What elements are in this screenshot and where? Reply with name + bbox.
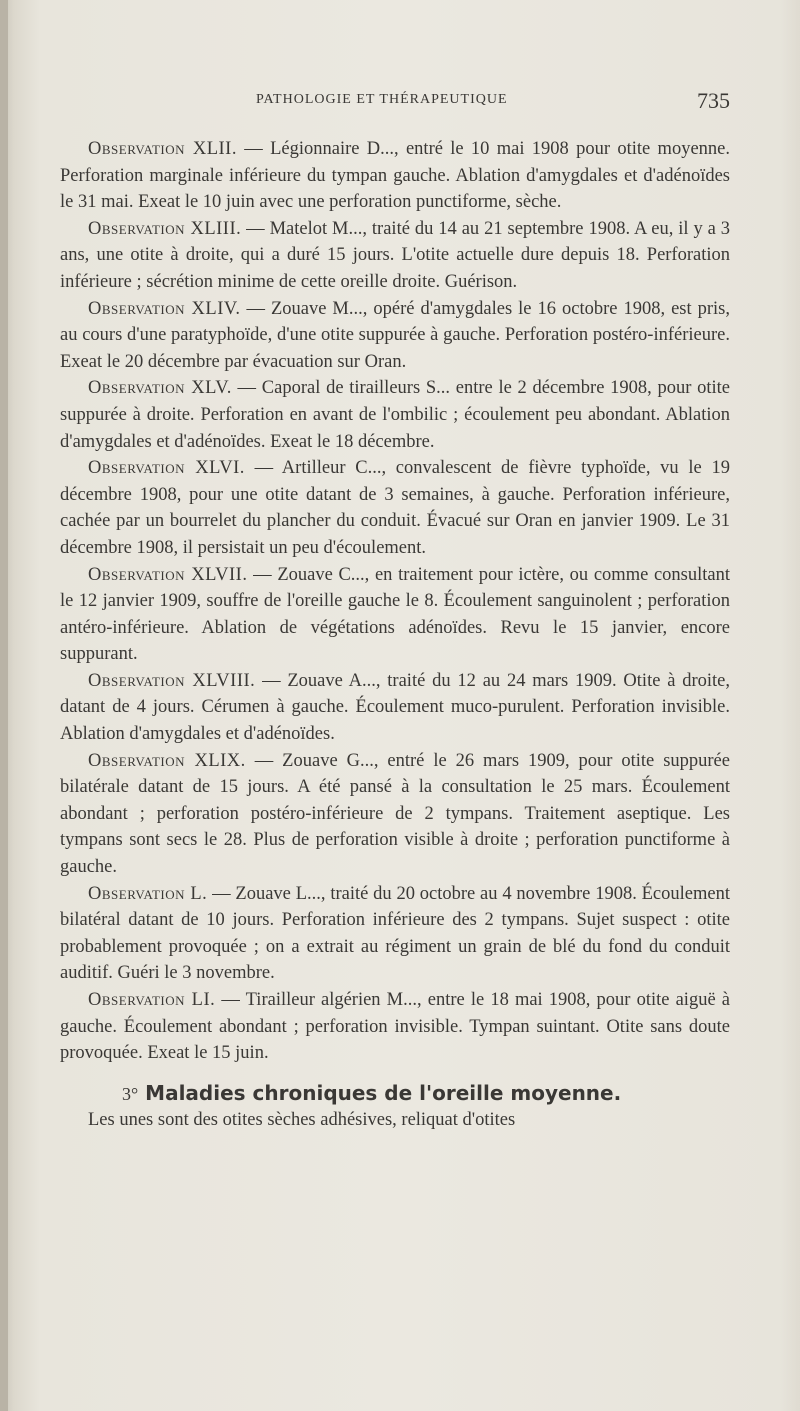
observation-label: Observation L. (88, 883, 208, 904)
observation-label: Observation XLII. (88, 139, 237, 159)
observation-paragraph (60, 375, 730, 455)
observation-paragraph (60, 136, 730, 216)
observation-paragraph (60, 881, 730, 987)
body-text (60, 136, 730, 1133)
observation-text: — Matelot M..., traité du 14 au 21 septembre 1908. A eu, il y a 3 ans, une otite à droite, qui a duré 15 jours. L'otite actuelle dure depuis 18. Perforation inférieure ; sécrétion minime de cette oreille droite. Guérison. (60, 218, 730, 292)
observation-text: — Artilleur C..., convalescent de fièvre typhoïde, vu le 19 décembre 1908, pour une otite datant de 3 semaines, à gauche. Perforation inférieure, cachée par un bourrelet du plancher du conduit. Évacué sur Oran en janvier 1909. Le 31 décembre 1908, il persistait un peu d'écoulement. (60, 458, 730, 558)
observation-paragraph (60, 296, 730, 376)
observation-label: Observation LI. (88, 990, 216, 1010)
observation-text: — Légionnaire D..., entré le 10 mai 1908 pour otite moyenne. Perforation marginale inférieure du tympan gauche. Ablation d'amygdales et d'adénoïdes le 31 mai. Exeat le 10 juin avec une perforation punctiforme, sèche. (60, 139, 730, 213)
observation-text: — Zouave G..., entré le 26 mars 1909, pour otite suppurée bilatérale datant de 15 jours. A été pansé à la consultation le 25 mars. Écoulement abondant ; perforation postéro-inférieure de 2 tympans. Traitement aseptique. Les tympans sont secs le 28. Plus de perforation visible à droite ; perforation punctiforme à gauche. (60, 750, 730, 878)
observation-label: Observation XLVII. (88, 564, 248, 585)
observation-text: — Tirailleur algérien M..., entre le 18 mai 1908, pour otite aiguë à gauche. Écoulement abondant ; perforation invisible. Tympan suintant. Otite sans doute provoquée. Exeat le 15 juin. (60, 990, 730, 1064)
observation-text: — Zouave L..., traité du 20 octobre au 4 novembre 1908. Écoulement bilatéral datant de 10 jours. Perforation inférieure des 2 tympans. Sujet suspect : otite probablement provoquée ; on a extrait au régiment un grain de blé du fond du conduit auditif. Guéri le 3 novembre. (60, 883, 730, 984)
running-title: PATHOLOGIE ET THÉRAPEUTIQUE (256, 92, 508, 107)
page-number: 735 (697, 88, 730, 113)
observation-text: — Zouave C..., en traitement pour ictère, ou comme consultant le 12 janvier 1909, souffre de l'oreille gauche le 8. Écoulement sanguinolent ; perforation antéro-inférieure. Ablation de végétations adénoïdes. Revu le 15 janvier, encore suppurant. (60, 564, 731, 665)
observation-label: Observation XLIV. (88, 298, 241, 319)
observation-text: — Caporal de tirailleurs S... entre le 2 décembre 1908, pour otite suppurée à droite. Perforation en avant de l'ombilic ; écoulement peu abondant. Ablation d'amygdales et d'adénoïdes. Exeat le 18 décembre. (60, 378, 730, 452)
observation-text: — Zouave M..., opéré d'amygdales le 16 octobre 1908, est pris, au cours d'une paratyphoïde, d'une otite suppurée à gauche. Perforation postéro-inférieure. Exeat le 20 décembre par évacuation sur Oran. (60, 298, 731, 372)
observation-paragraph (60, 668, 730, 748)
observation-paragraph (60, 216, 730, 296)
observation-label: Observation XLVIII. (88, 670, 256, 691)
section-number: 3° (122, 1083, 139, 1104)
observation-paragraph (60, 562, 730, 668)
page-header (0, 88, 800, 118)
observation-label: Observation XLV. (88, 378, 232, 399)
section-title: Maladies chroniques de l'oreille moyenne. (145, 1080, 622, 1105)
observation-label: Observation XLVI. (88, 458, 245, 479)
section-heading (60, 1081, 730, 1105)
closing-paragraph: Les unes sont des otites sèches adhésives, reliquat d'otites (88, 1109, 516, 1130)
observation-text: — Zouave A..., traité du 12 au 24 mars 1909. Otite à droite, datant de 4 jours. Cérumen à gauche. Écoulement muco-purulent. Perforation invisible. Ablation d'amygdales et d'adénoïdes. (60, 670, 731, 745)
observation-label: Observation XLIII. (88, 218, 242, 239)
observation-paragraph (60, 455, 730, 561)
observation-paragraph (60, 987, 730, 1067)
observation-paragraph (60, 748, 730, 881)
book-spine-shadow (0, 0, 8, 1411)
observation-label: Observation XLIX. (88, 750, 246, 771)
